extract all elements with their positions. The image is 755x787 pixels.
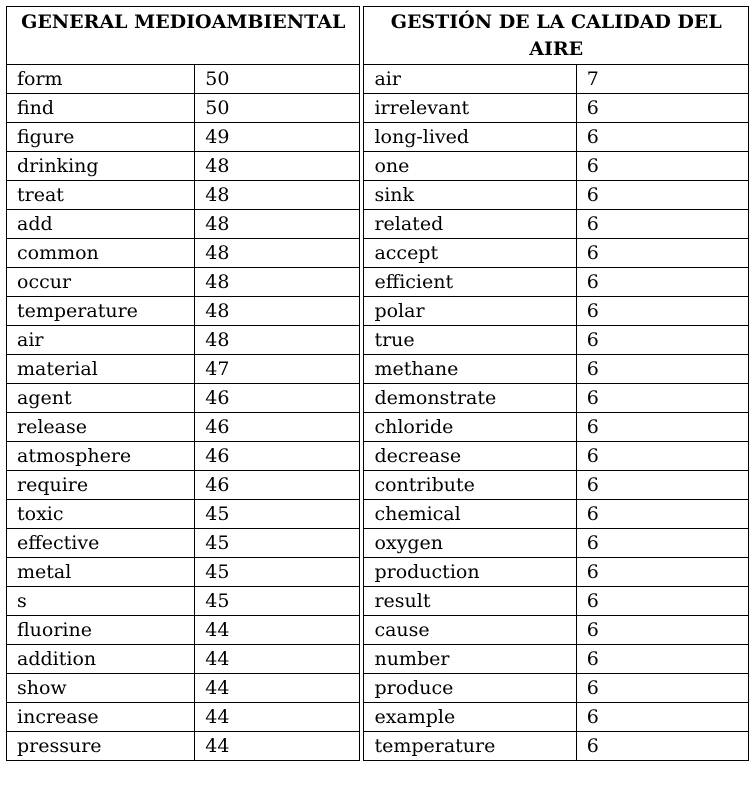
left-word-cell: treat <box>7 181 195 210</box>
left-count-cell: 46 <box>195 471 360 500</box>
right-word-cell: number <box>364 645 576 674</box>
table-row <box>7 123 749 152</box>
right-word-cell: accept <box>364 239 576 268</box>
left-word-cell: common <box>7 239 195 268</box>
left-count-cell: 49 <box>195 123 360 152</box>
right-word-cell: contribute <box>364 471 576 500</box>
right-word-cell: true <box>364 326 576 355</box>
left-count-cell: 47 <box>195 355 360 384</box>
left-count-cell: 48 <box>195 268 360 297</box>
right-count-cell: 6 <box>576 123 748 152</box>
left-count-cell: 48 <box>195 152 360 181</box>
right-word-cell: chloride <box>364 413 576 442</box>
right-count-cell: 6 <box>576 732 748 761</box>
left-count-cell: 48 <box>195 181 360 210</box>
table-row <box>7 587 749 616</box>
left-count-cell: 48 <box>195 326 360 355</box>
table-row <box>7 616 749 645</box>
right-word-cell: long-lived <box>364 123 576 152</box>
right-count-cell: 6 <box>576 94 748 123</box>
header-row <box>7 7 749 65</box>
right-count-cell: 6 <box>576 326 748 355</box>
table-row <box>7 94 749 123</box>
right-count-cell: 6 <box>576 500 748 529</box>
right-count-cell: 6 <box>576 181 748 210</box>
word-frequency-table <box>6 6 749 761</box>
left-word-cell: form <box>7 65 195 94</box>
left-count-cell: 46 <box>195 384 360 413</box>
left-count-cell: 45 <box>195 558 360 587</box>
left-count-cell: 44 <box>195 616 360 645</box>
table-row <box>7 645 749 674</box>
left-count-cell: 46 <box>195 413 360 442</box>
right-count-cell: 6 <box>576 558 748 587</box>
right-word-cell: example <box>364 703 576 732</box>
left-word-cell: occur <box>7 268 195 297</box>
table-row <box>7 558 749 587</box>
table-row <box>7 152 749 181</box>
left-word-cell: metal <box>7 558 195 587</box>
right-word-cell: produce <box>364 674 576 703</box>
left-word-cell: air <box>7 326 195 355</box>
right-word-cell: temperature <box>364 732 576 761</box>
right-word-cell: methane <box>364 355 576 384</box>
left-count-cell: 48 <box>195 297 360 326</box>
table-row <box>7 413 749 442</box>
left-word-cell: toxic <box>7 500 195 529</box>
left-word-cell: s <box>7 587 195 616</box>
right-count-cell: 6 <box>576 587 748 616</box>
right-word-cell: polar <box>364 297 576 326</box>
left-count-cell: 45 <box>195 587 360 616</box>
table-row <box>7 326 749 355</box>
left-count-cell: 48 <box>195 239 360 268</box>
right-count-cell: 6 <box>576 442 748 471</box>
left-count-cell: 45 <box>195 500 360 529</box>
right-word-cell: sink <box>364 181 576 210</box>
table-row <box>7 355 749 384</box>
right-count-cell: 6 <box>576 355 748 384</box>
right-word-cell: chemical <box>364 500 576 529</box>
table-row <box>7 239 749 268</box>
left-count-cell: 44 <box>195 732 360 761</box>
table-row <box>7 703 749 732</box>
right-count-cell: 6 <box>576 674 748 703</box>
right-word-cell: cause <box>364 616 576 645</box>
left-count-cell: 44 <box>195 674 360 703</box>
right-word-cell: one <box>364 152 576 181</box>
left-word-cell: show <box>7 674 195 703</box>
left-word-cell: figure <box>7 123 195 152</box>
left-count-cell: 48 <box>195 210 360 239</box>
left-word-cell: increase <box>7 703 195 732</box>
left-word-cell: fluorine <box>7 616 195 645</box>
left-word-cell: release <box>7 413 195 442</box>
right-count-cell: 6 <box>576 471 748 500</box>
table-row <box>7 471 749 500</box>
right-count-cell: 6 <box>576 268 748 297</box>
left-count-cell: 50 <box>195 94 360 123</box>
right-word-cell: demonstrate <box>364 384 576 413</box>
right-count-cell: 6 <box>576 645 748 674</box>
right-count-cell: 6 <box>576 239 748 268</box>
right-count-cell: 6 <box>576 384 748 413</box>
right-count-cell: 6 <box>576 703 748 732</box>
table-row <box>7 297 749 326</box>
left-word-cell: agent <box>7 384 195 413</box>
right-count-cell: 6 <box>576 297 748 326</box>
right-word-cell: result <box>364 587 576 616</box>
table-row <box>7 65 749 94</box>
right-count-cell: 6 <box>576 152 748 181</box>
table-row <box>7 210 749 239</box>
table-row <box>7 529 749 558</box>
right-count-cell: 6 <box>576 529 748 558</box>
left-word-cell: temperature <box>7 297 195 326</box>
left-word-cell: material <box>7 355 195 384</box>
right-word-cell: production <box>364 558 576 587</box>
left-word-cell: drinking <box>7 152 195 181</box>
left-word-cell: addition <box>7 645 195 674</box>
left-count-cell: 45 <box>195 529 360 558</box>
right-word-cell: irrelevant <box>364 94 576 123</box>
table-row <box>7 442 749 471</box>
right-word-cell: related <box>364 210 576 239</box>
right-count-cell: 7 <box>576 65 748 94</box>
right-count-cell: 6 <box>576 413 748 442</box>
table-row <box>7 732 749 761</box>
left-word-cell: effective <box>7 529 195 558</box>
left-word-cell: add <box>7 210 195 239</box>
table-body <box>7 65 749 761</box>
table-row <box>7 384 749 413</box>
left-count-cell: 46 <box>195 442 360 471</box>
left-word-cell: atmosphere <box>7 442 195 471</box>
right-word-cell: oxygen <box>364 529 576 558</box>
right-count-cell: 6 <box>576 616 748 645</box>
left-word-cell: find <box>7 94 195 123</box>
left-count-cell: 50 <box>195 65 360 94</box>
table-row <box>7 181 749 210</box>
right-word-cell: air <box>364 65 576 94</box>
left-count-cell: 44 <box>195 703 360 732</box>
right-count-cell: 6 <box>576 210 748 239</box>
header-general-medioambiental: GENERAL MEDIOAMBIENTAL <box>7 7 360 65</box>
table-row <box>7 674 749 703</box>
right-word-cell: decrease <box>364 442 576 471</box>
table-row <box>7 500 749 529</box>
left-word-cell: require <box>7 471 195 500</box>
left-count-cell: 44 <box>195 645 360 674</box>
header-gestion-calidad-aire: GESTIÓN DE LA CALIDAD DEL AIRE <box>364 7 749 65</box>
table-row <box>7 268 749 297</box>
right-word-cell: efficient <box>364 268 576 297</box>
left-word-cell: pressure <box>7 732 195 761</box>
